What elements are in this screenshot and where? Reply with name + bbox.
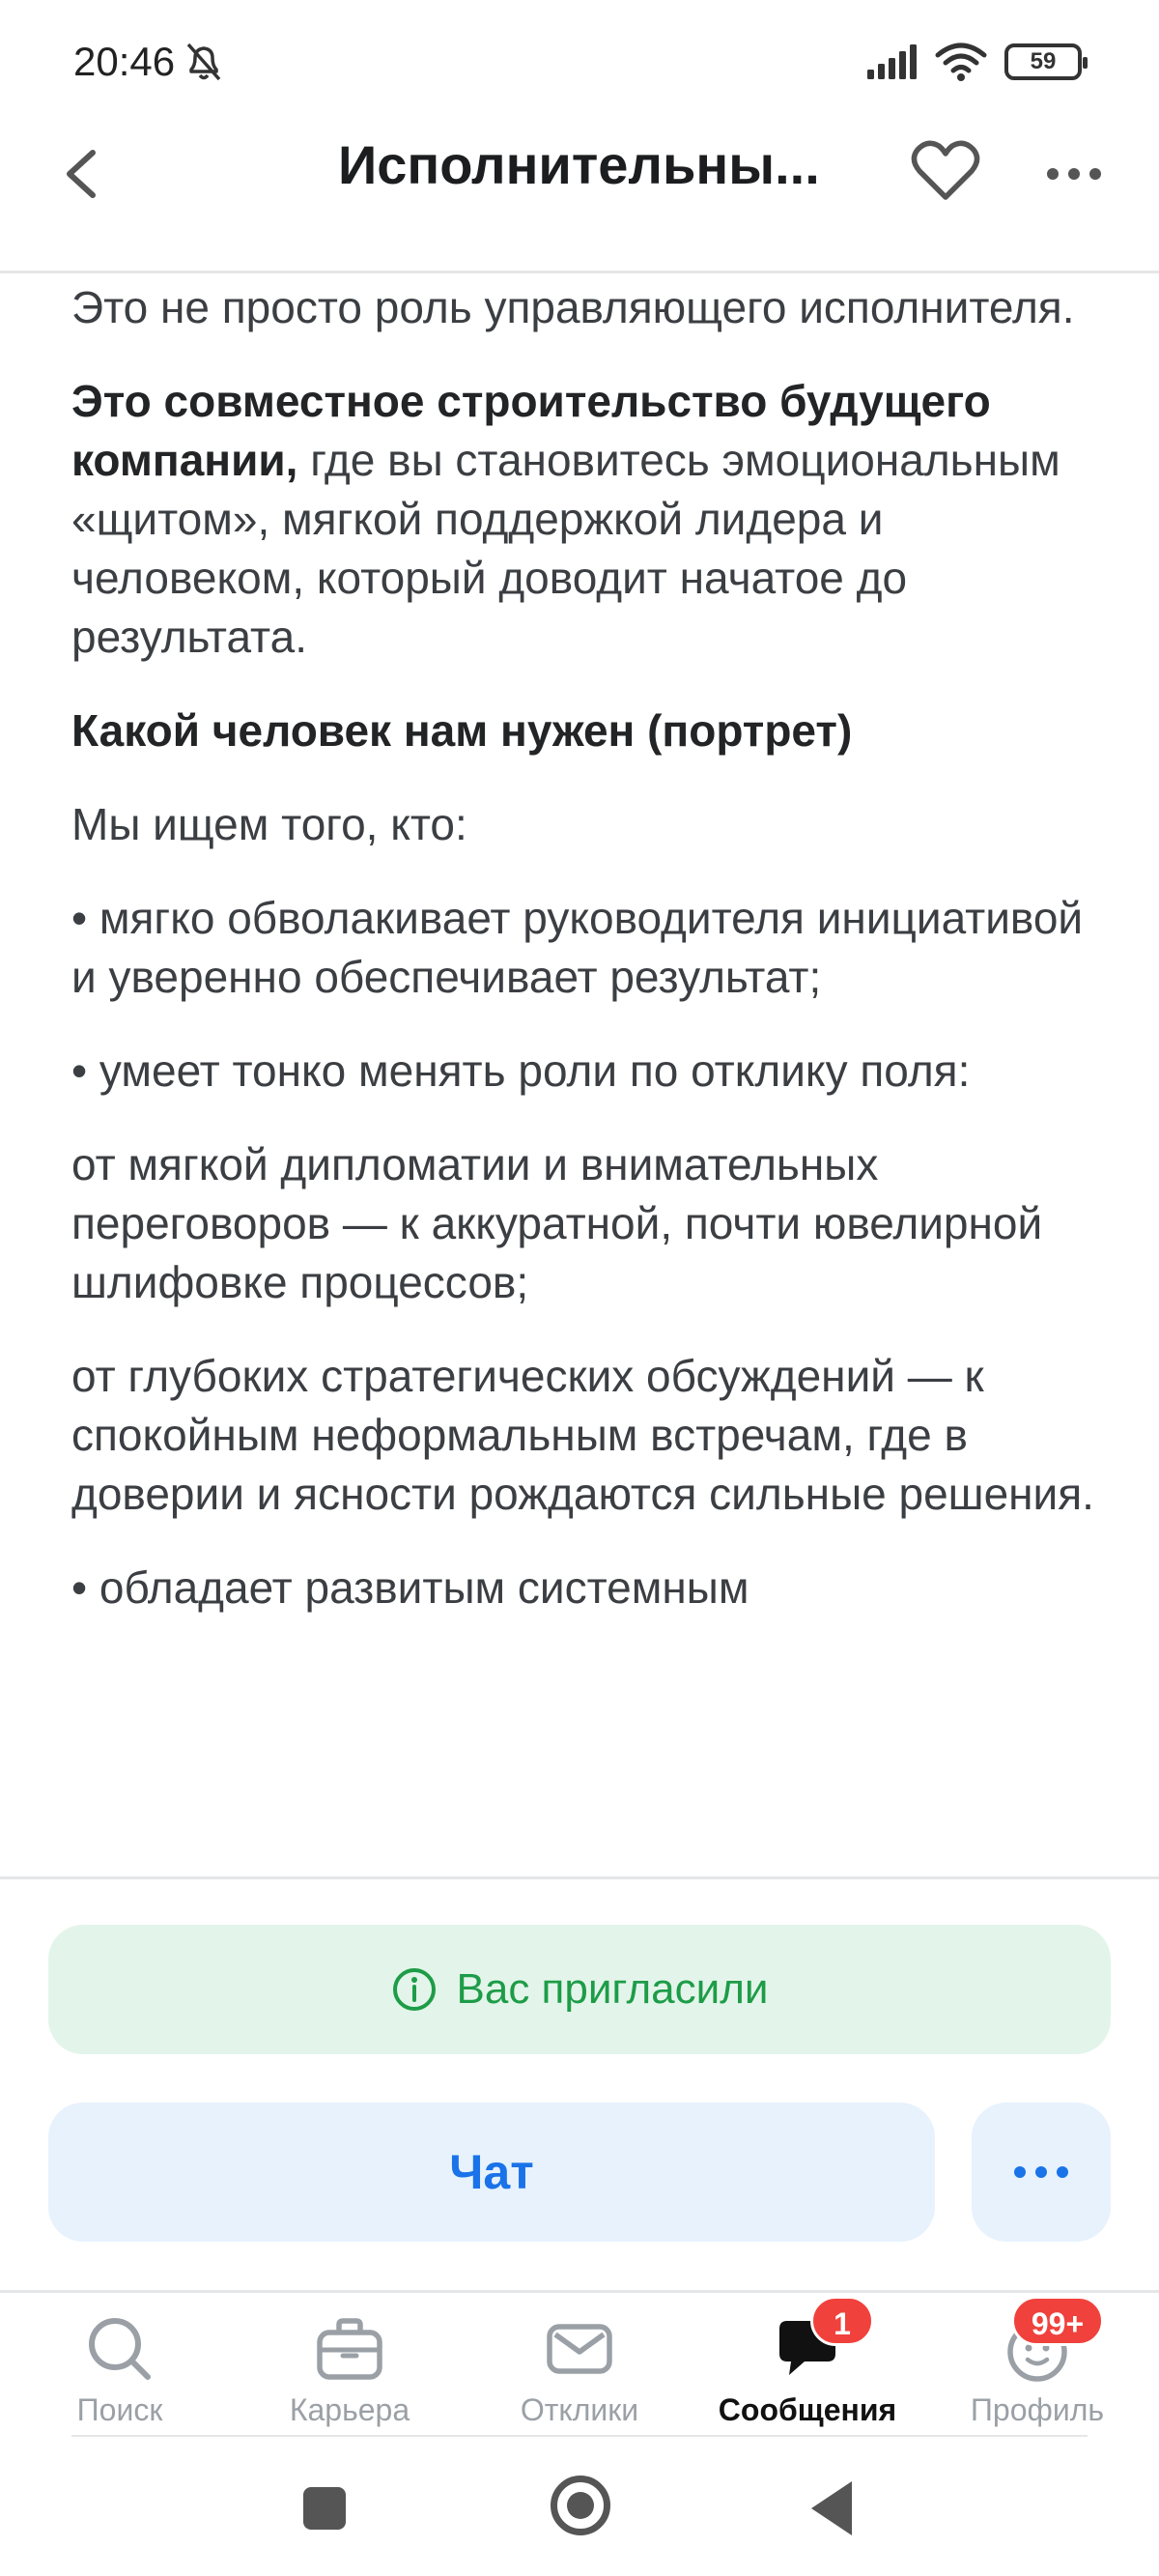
description-text: где вы становитесь эмоциональным «щитом», мягкой поддержкой лидера и человеком, который доводит начатое до результата.: [71, 435, 1060, 662]
recent-apps-icon[interactable]: [303, 2487, 346, 2530]
tab-search[interactable]: [14, 2294, 226, 2435]
status-icons: [867, 43, 1082, 81]
page-title: Исполнительны...: [338, 134, 820, 195]
bell-off-icon: [184, 41, 224, 83]
vacancy-description[interactable]: [71, 278, 1105, 1875]
battery-indicator: [1004, 43, 1082, 80]
tab-label: Сообщения: [718, 2392, 897, 2427]
signal-icon: [867, 44, 918, 79]
more-horizontal-icon[interactable]: [1043, 145, 1105, 203]
section-heading: Какой человек нам нужен (портрет): [71, 705, 853, 756]
description-bold-text: Это совместное строительство будущего компании,: [71, 376, 991, 485]
tab-icon-wrapper: [1002, 2306, 1085, 2385]
tab-responses[interactable]: [473, 2294, 686, 2435]
system-navigation-bar: [0, 2445, 1159, 2576]
bottom-tabbar: [0, 2294, 1159, 2435]
tab-label: Профиль: [970, 2392, 1105, 2427]
invite-status-banner: [48, 1925, 1111, 2054]
wifi-icon: [935, 43, 987, 81]
tab-icon-wrapper: [772, 2306, 851, 2385]
tab-profile[interactable]: [931, 2294, 1144, 2435]
status-time: 20:46: [73, 39, 176, 84]
description-paragraph: от мягкой дипломатии и внимательных переговоров — к аккуратной, почти ювелирной шлифовке процессов;: [71, 1139, 1043, 1307]
invite-status-text: Вас пригласили: [456, 1965, 769, 2013]
bullet-item: • обладает развитым системным: [71, 1562, 749, 1613]
tab-separator: [71, 2435, 1088, 2437]
briefcase-icon: [314, 2313, 385, 2385]
bullet-item: • умеет тонко менять роли по отклику поля:: [71, 1045, 971, 1096]
tab-label: Отклики: [520, 2392, 639, 2427]
system-back-icon[interactable]: [811, 2481, 852, 2535]
tab-label: Карьера: [289, 2392, 410, 2427]
tab-career[interactable]: [243, 2294, 456, 2435]
description-paragraph: Это не просто роль управляющего исполнителя.: [71, 282, 1075, 332]
description-paragraph: [71, 372, 1105, 667]
header-divider: [0, 271, 1159, 273]
description-paragraph: от глубоких стратегических обсуждений — к спокойным неформальным встречам, где в доверии и ясности рождаются сильные решения.: [71, 1351, 1094, 1519]
app-header: [0, 106, 1159, 271]
battery-level: 59: [1030, 48, 1057, 74]
info-circle-icon: [391, 1966, 438, 2013]
envelope-icon: [544, 2313, 615, 2385]
tabbar-divider: [0, 2290, 1159, 2293]
home-icon[interactable]: [551, 2476, 610, 2535]
chat-button[interactable]: Чат: [48, 2103, 935, 2242]
tab-messages[interactable]: [701, 2294, 914, 2435]
profile-badge: 99+: [1011, 2296, 1104, 2346]
heart-icon[interactable]: [908, 133, 983, 209]
content-divider: [0, 1876, 1159, 1879]
more-horizontal-icon: [1010, 2162, 1072, 2182]
bullet-item: • мягко обволакивает руководителя инициативой и уверенно обеспечивает результат;: [71, 893, 1084, 1002]
messages-badge: 1: [810, 2296, 874, 2346]
back-arrow-icon[interactable]: [54, 135, 112, 213]
search-icon: [84, 2313, 155, 2385]
more-actions-button[interactable]: [972, 2103, 1111, 2242]
tab-label: Поиск: [76, 2392, 163, 2427]
description-paragraph: Мы ищем того, кто:: [71, 799, 467, 849]
